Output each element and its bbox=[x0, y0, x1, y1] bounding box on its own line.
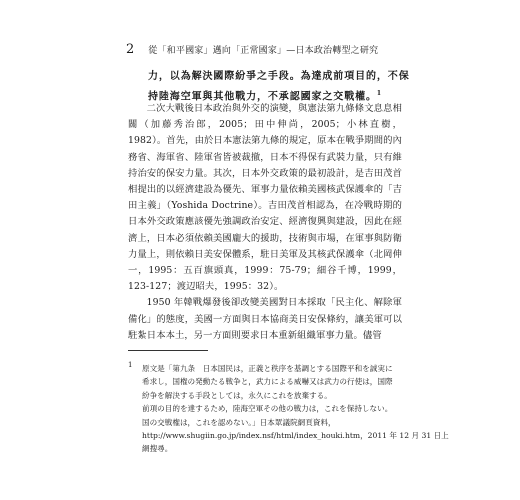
page-number: 2 bbox=[126, 42, 135, 57]
paragraph: 二次大戰後日本政治與外交的演變，與憲法第九條條文息息相關（加藤秀治郎，2005；田中伸尚，2005；小林直樹，1982）。首先，由於日本憲法第九條的規定，原本在戰爭期間的內務省、海軍省、陸軍省皆被裁撤，日本不得保有武裝力量，只有維持治安的保安力量。其次，日本外交政策的最初設計，是吉田茂首相提出的以經濟建設為優先、軍事力量依賴美國核武保護傘的「吉田主義」（Yoshida Doctrine）。吉田茂首相認為，在冷戰時期的日本外交政策應該優先強調政治安定、經濟復興與建設，因此在經濟上，日本必須依賴美國龐大的援助，技術與市場，在軍事與防衛力量上，則依賴日美安保體系，駐日美軍及其核武保護傘（北岡伸一，1995：五百旗頭真，1999：75-79；細谷千博，1999，123-127；渡辺昭夫，1995：32）。 bbox=[128, 103, 402, 293]
footnote-line: 希求し，国権の発動たる戦争と，武力による威嚇又は武力の行使は，国際 bbox=[142, 377, 393, 387]
page-header bbox=[126, 42, 416, 57]
paragraph: 1950 年韓戰爆發後卻改變美國對日本採取「民主化、解除軍備化」的態度，美國一方面與日本協商美日安保條約，讓美軍可以駐紮日本本土，另一方面則要求日本重新組織軍事力量。儘管 bbox=[128, 297, 402, 341]
footnote bbox=[128, 361, 449, 456]
footnote-mark: 1 bbox=[128, 361, 133, 369]
footnote-url-line[interactable]: http://www.shugiin.go.jp/index.nsf/html/index_houki.htm，2011 年 12 月 31 日上 bbox=[142, 431, 449, 441]
footnote-line: 紛争を解決する手段としては，永久にこれを放棄する。 bbox=[142, 390, 332, 400]
body-text bbox=[128, 101, 402, 344]
constitution-quote bbox=[148, 68, 410, 105]
footnote-line: 網搜尋。 bbox=[142, 444, 173, 454]
footnote-body bbox=[128, 362, 449, 456]
footnote-line: 前項の目的を達するため，陸海空軍その他の戦力は，これを保持しない。 bbox=[142, 404, 393, 414]
running-title: 從「和平國家」邁向「正常國家」—日本政治轉型之研究 bbox=[148, 46, 379, 56]
footnote-divider bbox=[128, 350, 208, 351]
footnote-reference[interactable]: 1 bbox=[376, 90, 382, 97]
quote-line: 力，以為解決國際紛爭之手段。為達成前項目的，不保 bbox=[148, 71, 410, 82]
footnote-line: 原文是「第九条 日本国民は，正義と秩序を基調とする国際平和を誠実に bbox=[142, 364, 393, 373]
quote-line-text: 持陸海空軍與其他戰力，不承認國家之交戰權。 bbox=[148, 91, 377, 103]
footnote-line: 国の交戦権は，これを認めない。」日本眾議院網頁資料， bbox=[142, 417, 336, 427]
